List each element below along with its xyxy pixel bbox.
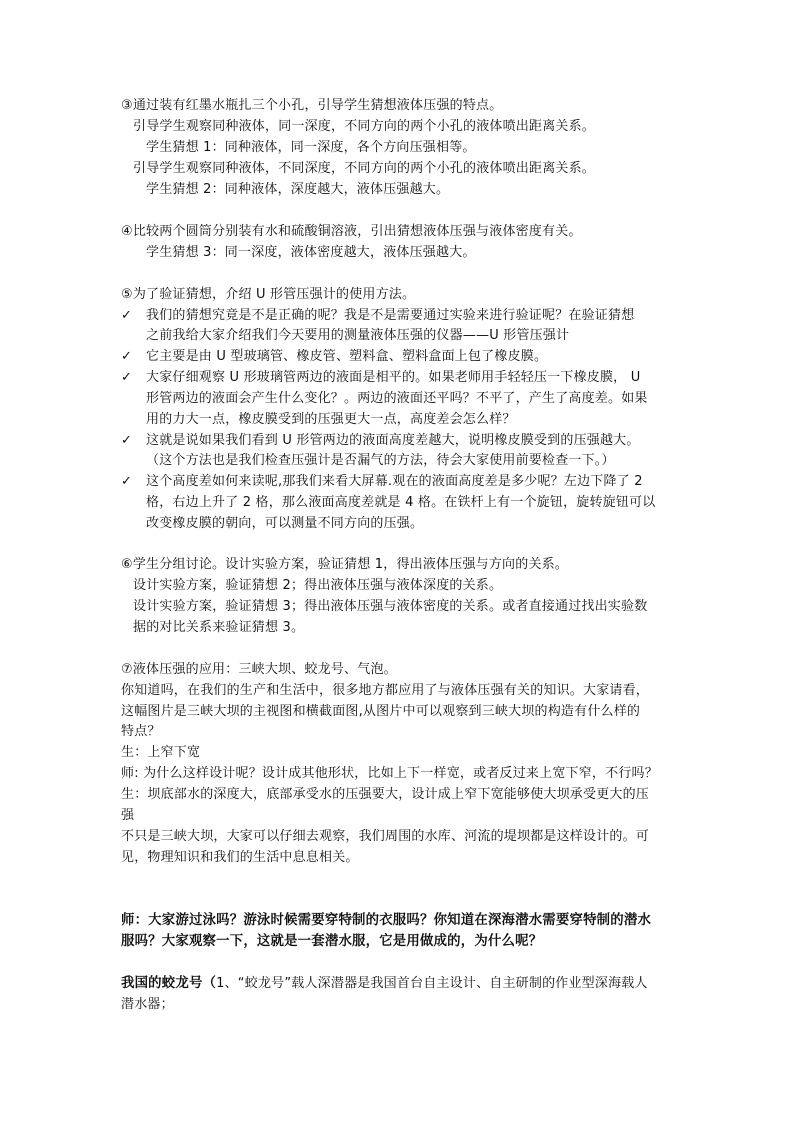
- section-7-title: ⑦液体压强的应用：三峡大坝、蛟龙号、气泡。: [121, 662, 397, 677]
- bullet-5-line-1: 这个高度差如何来读呢,那我们来看大屏幕.观在的液面高度差是多少呢？左边下降了 2: [146, 474, 643, 489]
- jiaolong-line-2: 潜水器；: [121, 997, 174, 1012]
- section-6-line-1: 设计实验方案，验证猜想 2；得出液体压强与液体深度的关系。: [133, 578, 503, 593]
- bullet-1-line-2: 之前我给大家介绍我们今天要用的测量液体压强的仪器——U 形管压强计: [146, 328, 570, 343]
- student-answer-2-line-2: 强: [121, 808, 135, 823]
- section-7-para-1-line-2: 这幅图片是三峡大坝的主视图和横截面图,从图片中可以观察到三峡大坝的构造有什么样的: [121, 704, 641, 719]
- checkmark-icon: ✓: [121, 474, 132, 489]
- section-5-title: ⑤为了验证猜想，介绍 U 形管压强计的使用方法。: [121, 287, 416, 302]
- teacher-question-swim-line-2: 服吗？大家观察一下，这就是一套潜水服，它是用做成的，为什么呢？: [121, 934, 543, 949]
- bullet-3-line-3: 用的力大一点，橡皮膜受到的压强更大一点，高度差会怎么样？: [146, 412, 516, 427]
- section-4-guess-3: 学生猜想 3：同一深度，液体密度越大，液体压强越大。: [146, 245, 476, 260]
- jiaolong-description: 1、“蛟龙号”载人深潜器是我国首台自主设计、自主研制的作业型深海载人: [216, 976, 648, 991]
- section-6-line-2: 设计实验方案，验证猜想 3；得出液体压强与液体密度的关系。或者直接通过找出实验数: [133, 599, 648, 614]
- section-6-line-3: 据的对比关系来验证猜想 3。: [133, 620, 305, 635]
- section-7-para-2-line-2: 见，物理知识和我们的生活中息息相关。: [121, 850, 359, 865]
- section-3-guess-2: 学生猜想 2：同种液体，深度越大，液体压强越大。: [146, 182, 450, 197]
- section-7-para-1-line-1: 你知道吗，在我们的生产和生活中，很多地方都应用了与液体压强有关的知识。大家请看，: [121, 683, 650, 698]
- bullet-1-line-1: 我们的猜想究竟是不是正确的呢？我是不是需要通过实验来进行验证呢？在验证猜想: [146, 308, 635, 323]
- section-4-title: ④比较两个圆筒分别装有水和硫酸铜溶液，引出猜想液体压强与液体密度有关。: [121, 224, 582, 239]
- checkmark-icon: ✓: [121, 370, 132, 385]
- checkmark-icon: ✓: [121, 349, 132, 364]
- bullet-3-line-1: 大家仔细观察 U 形玻璃管两边的液面是相平的。如果老师用手轻轻压一下橡皮膜， U: [146, 370, 641, 385]
- teacher-question-swim-line-1: 师：大家游过泳吗？游泳时候需要穿特制的衣服吗？你知道在深海潜水需要穿特制的潜水: [121, 913, 652, 928]
- checkmark-icon: ✓: [121, 433, 132, 448]
- section-3-guess-1: 学生猜想 1：同种液体，同一深度，各个方向压强相等。: [146, 140, 476, 155]
- bullet-4-line-1: 这就是说如果我们看到 U 形管两边的液面高度差越大，说明橡皮膜受到的压强越大。: [146, 433, 640, 448]
- bullet-5-line-2: 格，右边上升了 2 格，那么液面高度差就是 4 格。在铁杆上有一个旋钮，旋转旋钮可以: [146, 495, 656, 510]
- bullet-2-line-1: 它主要是由 U 型玻璃管、橡皮管、塑料盒、塑料盒面上包了橡皮膜。: [146, 349, 548, 364]
- section-3-line-1: 引导学生观察同种液体，同一深度，不同方向的两个小孔的液体喷出距离关系。: [133, 119, 596, 134]
- section-7-para-2-line-1: 不只是三峡大坝，大家可以仔细去观察，我们周围的水库、河流的堤坝都是这样设计的。可: [121, 829, 650, 844]
- student-answer-2-line-1: 生：坝底部水的深度大，底部承受水的压强要大，设计成上窄下宽能够使大坝承受更大的压: [121, 787, 650, 802]
- jiaolong-line-1: [121, 974, 648, 994]
- checkmark-icon: ✓: [121, 308, 132, 323]
- section-7-para-1-line-3: 特点？: [121, 724, 161, 739]
- section-3-title: ③通过装有红墨水瓶扎三个小孔，引导学生猜想液体压强的特点。: [121, 98, 503, 113]
- student-answer-1: 生：上窄下宽: [121, 745, 201, 760]
- section-3-line-2: 引导学生观察同种液体，不同深度，不同方向的两个小孔的液体喷出距离关系。: [133, 161, 596, 176]
- section-6-title: ⑥学生分组讨论。设计实验方案，验证猜想 1，得出液体压强与方向的关系。: [121, 557, 569, 572]
- bullet-5-line-3: 改变橡皮膜的朝向，可以测量不同方向的压强。: [146, 516, 424, 531]
- bullet-3-line-2: 形管两边的液面会产生什么变化？。两边的液面还平吗？不平了，产生了高度差。如果: [146, 391, 648, 406]
- teacher-question-2: 师: 为什么这样设计呢？设计成其他形状，比如上下一样宽，或者反过来上宽下窄，不行吗？: [121, 766, 658, 781]
- jiaolong-lead: 我国的蛟龙号（: [121, 976, 217, 991]
- bullet-4-line-2: （这个方法也是我们检查压强计是否漏气的方法，待会大家使用前要检查一下。）: [146, 453, 615, 468]
